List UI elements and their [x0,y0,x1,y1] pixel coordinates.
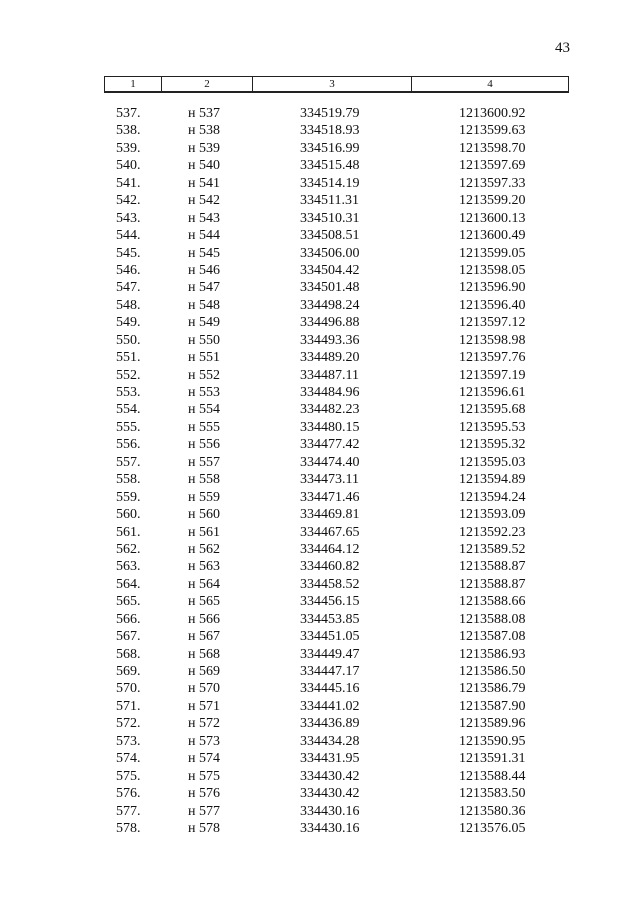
coord-y: 1213596.61 [459,385,526,400]
row-index: 542. [116,193,141,209]
row-index: 568. [116,646,141,662]
coord-y: 1213592.23 [459,524,526,540]
point-name: н 573 [188,733,220,749]
coord-y: 1213583.50 [459,786,526,802]
row-index: 545. [116,245,141,261]
point-name: н 541 [188,175,220,191]
coord-y: 1213594.89 [459,472,526,488]
row-index: 559. [116,489,141,505]
page-number: 43 [555,40,570,56]
table-row [104,384,568,401]
coord-y: 1213596.90 [459,280,526,296]
coord-x: 334441.02 [300,698,360,714]
coord-x: 334453.85 [300,611,360,627]
row-index: 564. [116,576,141,592]
coord-y: 1213600.13 [459,210,526,226]
coord-x: 334436.89 [300,716,360,732]
point-name: н 545 [188,245,220,261]
point-name: н 550 [188,332,220,348]
table-row [104,646,568,663]
point-name: н 560 [188,507,220,523]
coord-x: 334498.24 [300,297,360,313]
coord-x: 334516.99 [300,140,360,156]
coord-y: 1213576.05 [459,820,526,836]
coord-x: 334501.48 [300,280,360,296]
coord-x: 334458.52 [300,576,360,592]
table-body [104,105,568,837]
table-row [104,279,568,296]
table-row [104,593,568,610]
table-row [104,663,568,680]
table-row [104,506,568,523]
point-name: н 544 [188,228,220,244]
coord-x: 334518.93 [300,123,360,139]
row-index: 554. [116,402,141,418]
point-name: н 576 [188,786,220,802]
coord-x: 334434.28 [300,733,360,749]
table-row [104,349,568,366]
table-row [104,262,568,279]
row-index: 560. [116,507,141,523]
coord-x: 334480.15 [300,419,360,435]
table-row [104,489,568,506]
coord-y: 1213588.87 [459,559,526,575]
table-row [104,245,568,262]
table-row [104,524,568,541]
point-name: н 559 [188,489,220,505]
table-row [104,175,568,192]
row-index: 543. [116,210,141,226]
point-name: н 553 [188,385,220,400]
point-name: н 575 [188,768,220,784]
point-name: н 557 [188,454,220,470]
row-index: 572. [116,716,141,732]
row-index: 551. [116,350,141,366]
coord-x: 334487.11 [300,367,359,383]
point-name: н 537 [188,106,220,121]
coord-y: 1213587.08 [459,629,526,645]
row-index: 569. [116,664,141,679]
coord-x: 334489.20 [300,350,360,366]
table-row [104,454,568,471]
coord-x: 334482.23 [300,402,360,418]
point-name: н 571 [188,698,220,714]
row-index: 567. [116,629,141,645]
row-index: 557. [116,454,141,470]
coord-y: 1213598.05 [459,262,526,278]
point-name: н 543 [188,210,220,226]
row-index: 548. [116,297,141,313]
point-name: н 546 [188,262,220,278]
point-name: н 577 [188,803,220,819]
row-index: 552. [116,367,141,383]
point-name: н 552 [188,367,220,383]
header-col-3: 3 [253,77,412,93]
point-name: н 548 [188,297,220,313]
coord-y: 1213599.63 [459,123,526,139]
coord-x: 334456.15 [300,594,360,610]
table-row [104,715,568,732]
row-index: 571. [116,698,141,714]
row-index: 547. [116,280,141,296]
coord-y: 1213586.50 [459,664,526,679]
coord-x: 334506.00 [300,245,360,261]
table-row [104,401,568,418]
row-index: 538. [116,123,141,139]
coord-x: 334511.31 [300,193,359,209]
row-index: 563. [116,559,141,575]
coord-x: 334430.16 [300,820,360,836]
point-name: н 574 [188,751,220,767]
table-row [104,192,568,209]
row-index: 565. [116,594,141,610]
row-index: 544. [116,228,141,244]
point-name: н 566 [188,611,220,627]
coord-x: 334451.05 [300,629,360,645]
coord-y: 1213589.52 [459,541,526,557]
coord-y: 1213595.32 [459,437,526,453]
point-name: н 558 [188,472,220,488]
point-name: н 540 [188,158,220,174]
coord-y: 1213586.79 [459,681,526,697]
point-name: н 539 [188,140,220,156]
coord-y: 1213597.33 [459,175,526,191]
row-index: 575. [116,768,141,784]
table-row [104,314,568,331]
table-row [104,105,568,122]
table-row [104,803,568,820]
coord-x: 334474.40 [300,454,360,470]
row-index: 550. [116,332,141,348]
row-index: 574. [116,751,141,767]
table-row [104,733,568,750]
coord-x: 334493.36 [300,332,360,348]
coord-y: 1213600.49 [459,228,526,244]
coord-y: 1213595.68 [459,402,526,418]
point-name: н 554 [188,402,220,418]
coord-y: 1213587.90 [459,698,526,714]
row-index: 555. [116,419,141,435]
table-row [104,227,568,244]
table-row [104,332,568,349]
table-row [104,297,568,314]
point-name: н 564 [188,576,220,592]
coord-x: 334467.65 [300,524,360,540]
coord-x: 334514.19 [300,175,360,191]
table-row [104,576,568,593]
coord-y: 1213599.20 [459,193,526,209]
coord-y: 1213597.76 [459,350,526,366]
coord-y: 1213594.24 [459,489,526,505]
table-row [104,698,568,715]
point-name: н 542 [188,193,220,209]
point-name: н 568 [188,646,220,662]
row-index: 577. [116,803,141,819]
point-name: н 569 [188,664,220,679]
coord-y: 1213597.19 [459,367,526,383]
coord-x: 334447.17 [300,664,360,679]
coord-y: 1213599.05 [459,245,526,261]
coord-y: 1213588.44 [459,768,526,784]
row-index: 561. [116,524,141,540]
point-name: н 556 [188,437,220,453]
row-index: 570. [116,681,141,697]
row-index: 566. [116,611,141,627]
table-row [104,367,568,384]
coord-x: 334471.46 [300,489,360,505]
point-name: н 563 [188,559,220,575]
row-index: 540. [116,158,141,174]
table-row [104,419,568,436]
coord-y: 1213593.09 [459,507,526,523]
point-name: н 562 [188,541,220,557]
table-row [104,820,568,837]
point-name: н 572 [188,716,220,732]
coord-y: 1213597.69 [459,158,526,174]
coord-y: 1213586.93 [459,646,526,662]
coord-y: 1213595.03 [459,454,526,470]
coord-y: 1213600.92 [459,106,526,121]
coord-x: 334519.79 [300,106,360,121]
coord-x: 334464.12 [300,541,360,557]
table-row [104,436,568,453]
row-index: 553. [116,385,141,400]
coord-y: 1213580.36 [459,803,526,819]
coord-x: 334515.48 [300,158,360,174]
coord-x: 334473.11 [300,472,359,488]
point-name: н 565 [188,594,220,610]
row-index: 546. [116,262,141,278]
point-name: н 555 [188,419,220,435]
coord-x: 334484.96 [300,385,360,400]
table-row [104,122,568,139]
table-row [104,541,568,558]
coord-y: 1213590.95 [459,733,526,749]
coord-y: 1213596.40 [459,297,526,313]
row-index: 549. [116,315,141,331]
coord-x: 334445.16 [300,681,360,697]
coord-x: 334430.42 [300,786,360,802]
row-index: 562. [116,541,141,557]
table-row [104,471,568,488]
coord-y: 1213595.53 [459,419,526,435]
point-name: н 561 [188,524,220,540]
coord-x: 334496.88 [300,315,360,331]
table-header [104,76,569,93]
coord-y: 1213588.08 [459,611,526,627]
row-index: 541. [116,175,141,191]
table-row [104,210,568,227]
point-name: н 567 [188,629,220,645]
coord-y: 1213588.87 [459,576,526,592]
point-name: н 538 [188,123,220,139]
coord-x: 334460.82 [300,559,360,575]
coord-y: 1213598.70 [459,140,526,156]
coord-y: 1213591.31 [459,751,526,767]
point-name: н 570 [188,681,220,697]
coord-x: 334431.95 [300,751,360,767]
coord-x: 334510.31 [300,210,360,226]
row-index: 537. [116,106,141,121]
coord-y: 1213598.98 [459,332,526,348]
table-row [104,140,568,157]
point-name: н 551 [188,350,220,366]
coord-y: 1213589.96 [459,716,526,732]
header-col-1: 1 [105,77,162,93]
table-row [104,157,568,174]
row-index: 539. [116,140,141,156]
coord-x: 334430.16 [300,803,360,819]
coord-y: 1213588.66 [459,594,526,610]
row-index: 556. [116,437,141,453]
table-row [104,768,568,785]
coord-x: 334449.47 [300,646,360,662]
row-index: 576. [116,786,141,802]
table-row [104,750,568,767]
table-row [104,558,568,575]
table-row [104,628,568,645]
coord-x: 334504.42 [300,262,360,278]
table-row [104,785,568,802]
point-name: н 549 [188,315,220,331]
row-index: 578. [116,820,141,836]
coord-x: 334508.51 [300,228,360,244]
coord-x: 334430.42 [300,768,360,784]
row-index: 558. [116,472,141,488]
coord-x: 334469.81 [300,507,360,523]
table-row [104,680,568,697]
header-col-2: 2 [162,77,253,93]
coord-x: 334477.42 [300,437,360,453]
header-col-4: 4 [412,77,569,93]
point-name: н 547 [188,280,220,296]
coord-y: 1213597.12 [459,315,526,331]
point-name: н 578 [188,820,220,836]
table-row [104,611,568,628]
row-index: 573. [116,733,141,749]
